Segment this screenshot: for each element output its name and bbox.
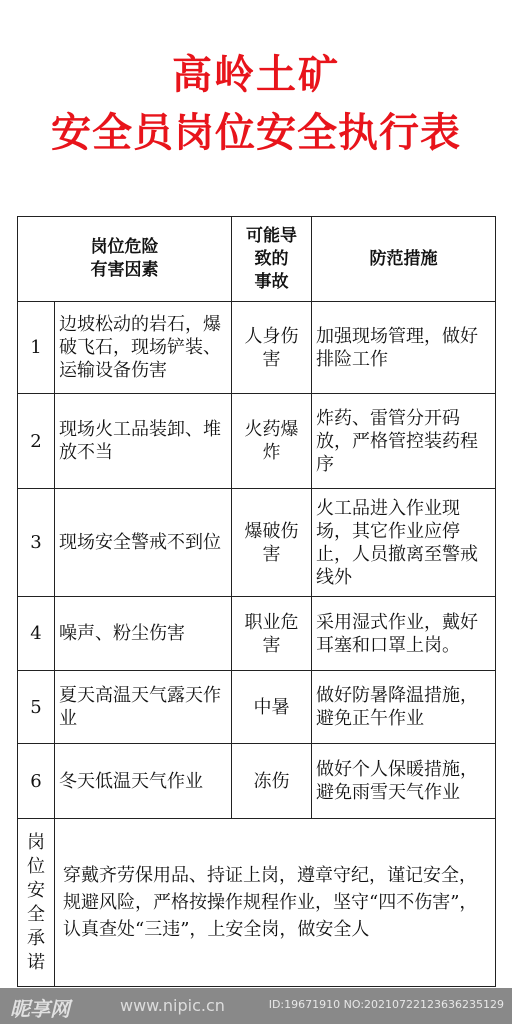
watermark-logo: 昵享网	[10, 997, 70, 1021]
row-number: 1	[18, 302, 55, 394]
pledge-label	[18, 819, 55, 987]
row-accident: 中暑	[232, 671, 312, 744]
table-row	[18, 671, 496, 744]
header-possible-accident	[232, 217, 312, 302]
watermark-url: www.nipic.cn	[120, 996, 225, 1015]
table-row	[18, 489, 496, 597]
row-measures: 火工品进入作业现场，其它作业应停止，人员撤离至警戒线外	[312, 489, 496, 597]
row-hazard: 边坡松动的岩石，爆破飞石，现场铲装、运输设备伤害	[55, 302, 232, 394]
table-row	[18, 302, 496, 394]
header-hazard-line1: 岗位危险	[90, 237, 159, 257]
watermark-image-id: ID:19671910 NO:20210722123636235129	[268, 998, 504, 1011]
row-hazard: 噪声、粉尘伤害	[55, 597, 232, 671]
row-accident: 火药爆炸	[232, 394, 312, 489]
pledge-label-char: 安	[27, 879, 45, 901]
row-measures: 加强现场管理，做好排险工作	[312, 302, 496, 394]
table-header-row	[18, 217, 496, 302]
row-accident: 冻伤	[232, 744, 312, 819]
page-title-form-name: 安全员岗位安全执行表	[51, 110, 461, 156]
pledge-label-char: 全	[27, 903, 45, 925]
row-accident: 职业危害	[232, 597, 312, 671]
row-number: 3	[18, 489, 55, 597]
header-hazard-line2: 有害因素	[90, 260, 159, 280]
pledge-label-char: 诺	[27, 951, 45, 973]
header-accident-line1: 可能导	[246, 225, 297, 246]
row-measures: 炸药、雷管分开码放，严格管控装药程序	[312, 394, 496, 489]
row-measures: 做好个人保暖措施，避免雨雪天气作业	[312, 744, 496, 819]
pledge-text: 穿戴齐劳保用品、持证上岗，遵章守纪，谨记安全，规避风险，严格按操作规程作业，坚守“四不伤害”，认真查处“三违”，上安全岗，做安全人	[55, 819, 496, 987]
row-measures: 采用湿式作业，戴好耳塞和口罩上岗。	[312, 597, 496, 671]
row-hazard: 夏天高温天气露天作业	[55, 671, 232, 744]
row-hazard: 现场安全警戒不到位	[55, 489, 232, 597]
pledge-row	[18, 819, 496, 987]
pledge-label-char: 岗	[27, 831, 45, 853]
table-row	[18, 597, 496, 671]
pledge-label-char: 位	[27, 855, 45, 877]
row-number: 5	[18, 671, 55, 744]
header-accident-line3: 事故	[254, 271, 289, 292]
table-row	[18, 744, 496, 819]
row-hazard: 现场火工品装卸、堆放不当	[55, 394, 232, 489]
row-number: 2	[18, 394, 55, 489]
header-hazard-factors	[18, 217, 232, 302]
row-number: 6	[18, 744, 55, 819]
table-row	[18, 394, 496, 489]
safety-execution-table	[17, 216, 496, 987]
header-preventive-measures: 防范措施	[312, 217, 496, 302]
row-hazard: 冬天低温天气作业	[55, 744, 232, 819]
row-accident: 人身伤害	[232, 302, 312, 394]
row-measures: 做好防暑降温措施，避免正午作业	[312, 671, 496, 744]
row-number: 4	[18, 597, 55, 671]
pledge-label-char: 承	[27, 927, 45, 949]
page-title-mine-name: 高岭土矿	[172, 52, 340, 98]
header-accident-line2: 致的	[254, 248, 289, 269]
row-accident: 爆破伤害	[232, 489, 312, 597]
